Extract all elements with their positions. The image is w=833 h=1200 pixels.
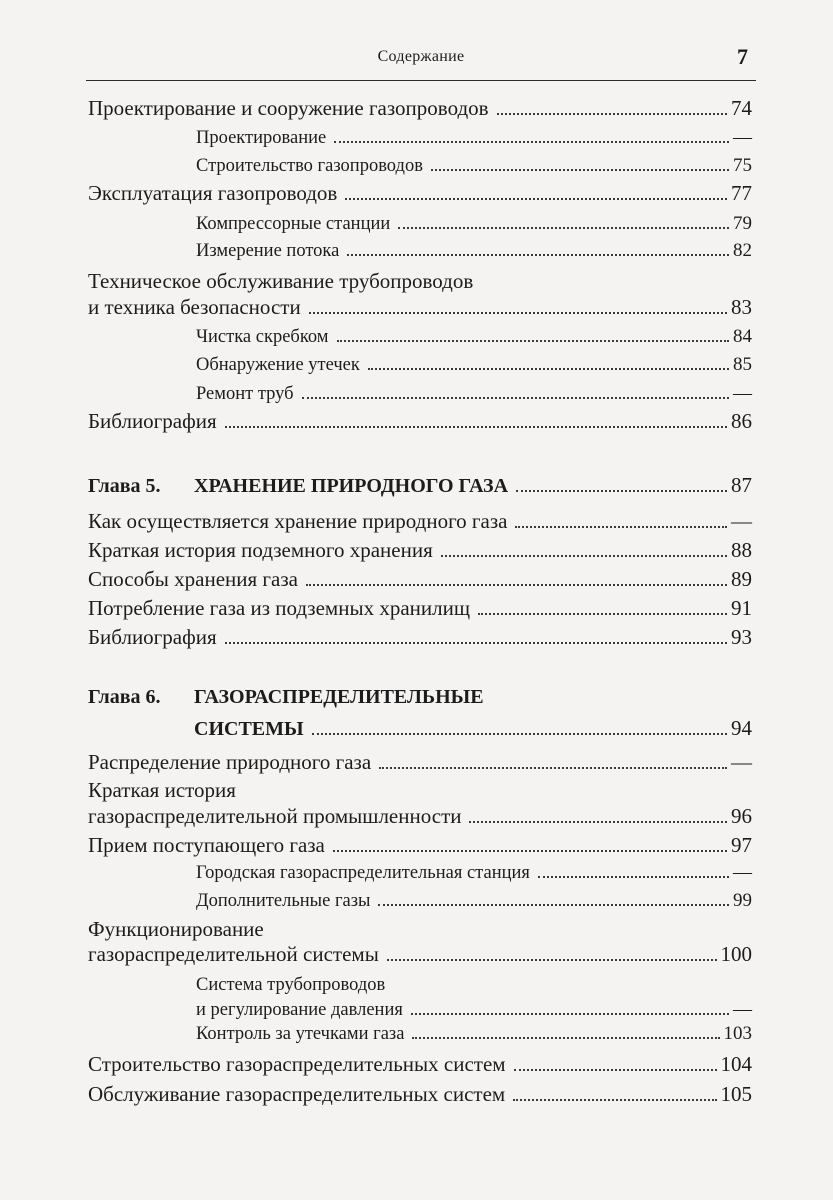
toc-subentry	[196, 127, 752, 149]
toc-entry-title-line1: Система трубопроводов	[196, 975, 386, 995]
toc-entry-title: Прием поступающего газа	[88, 833, 325, 857]
toc-chapter-6-line1	[88, 686, 484, 709]
dot-leader	[514, 1069, 717, 1071]
dot-leader	[347, 254, 729, 256]
toc-subentry	[196, 326, 752, 348]
toc-entry-title: Обслуживание газораспределительных систем	[88, 1082, 506, 1106]
chapter-title-line1: ГАЗОРАСПРЕДЕЛИТЕЛЬНЫЕ	[194, 686, 484, 708]
page-number: 7	[737, 44, 748, 69]
toc-entry	[88, 625, 752, 650]
chapter-label: Глава 5.	[88, 475, 161, 497]
toc-entry-title: Распределение природного газа	[88, 750, 372, 774]
dot-leader	[378, 904, 729, 906]
toc-entry	[88, 750, 752, 775]
toc-entry-page: 104	[720, 1052, 752, 1076]
toc-entry-page: —	[731, 750, 752, 774]
dot-leader	[334, 141, 729, 143]
toc-subentry	[196, 383, 752, 405]
toc-entry-page: 85	[733, 354, 752, 375]
toc-entry-page: 79	[733, 213, 752, 234]
toc-entry-page: —	[733, 383, 752, 404]
toc-entry-title: Дополнительные газы	[196, 891, 371, 911]
toc-subentry	[196, 240, 752, 262]
dot-leader	[379, 767, 727, 769]
toc-entry-page: 91	[731, 596, 752, 620]
dot-leader	[312, 733, 727, 735]
toc-entry	[88, 409, 752, 434]
toc-entry-title-line2: газораспределительной системы	[88, 942, 379, 966]
toc-entry-title: Проектирование	[196, 128, 327, 148]
dot-leader	[516, 490, 727, 492]
toc-entry-page: 103	[723, 1023, 752, 1044]
toc-entry-page: 88	[731, 538, 752, 562]
dot-leader	[478, 613, 727, 615]
toc-entry-page: —	[731, 509, 752, 533]
toc-entry-title-line2: газораспределительной промышленности	[88, 804, 462, 828]
toc-entry-title: Измерение потока	[196, 241, 340, 261]
toc-entry-page: 99	[733, 890, 752, 911]
toc-entry-title: Компрессорные станции	[196, 214, 391, 234]
dot-leader	[225, 642, 727, 644]
toc-entry-page: 87	[731, 473, 752, 497]
dot-leader	[441, 555, 727, 557]
toc-entry-page: 86	[731, 409, 752, 433]
toc-entry-title: Как осуществляется хранение природного газа	[88, 509, 508, 533]
dot-leader	[469, 821, 727, 823]
toc-entry-title-line1: Краткая история	[88, 778, 236, 802]
dot-leader	[225, 426, 727, 428]
dot-leader	[431, 169, 729, 171]
dot-leader	[497, 113, 727, 115]
toc-entry-title: Эксплуатация газопроводов	[88, 181, 338, 205]
dot-leader	[333, 850, 727, 852]
dot-leader	[515, 526, 727, 528]
toc-entry	[88, 96, 752, 121]
toc-entry	[88, 804, 752, 829]
chapter-title: ХРАНЕНИЕ ПРИРОДНОГО ГАЗА	[194, 475, 509, 497]
toc-entry-title-line2: и регулирование давления	[196, 1000, 403, 1020]
toc-entry	[88, 1082, 752, 1107]
toc-entry-title: Строительство газораспределительных систем	[88, 1052, 506, 1076]
toc-entry-page: 83	[731, 295, 752, 319]
toc-entry-page: 89	[731, 567, 752, 591]
toc-entry	[88, 942, 752, 967]
toc-entry-title: Потребление газа из подземных хранилищ	[88, 596, 470, 620]
chapter-title-line2: СИСТЕМЫ	[194, 718, 304, 740]
toc-entry-page: 97	[731, 833, 752, 857]
toc-subentry	[196, 862, 752, 884]
chapter-label: Глава 6.	[88, 686, 161, 708]
toc-subentry	[196, 354, 752, 376]
toc-entry	[88, 295, 752, 320]
toc-entry-title-line1: Функционирование	[88, 917, 264, 941]
toc-entry	[88, 833, 752, 858]
toc-subentry	[196, 155, 752, 177]
toc-entry-title: Проектирование и сооружение газопроводов	[88, 96, 489, 120]
dot-leader	[513, 1099, 716, 1101]
dot-leader	[538, 876, 729, 878]
toc-entry-page: 96	[731, 804, 752, 828]
toc-entry-title-line2: и техника безопасности	[88, 295, 301, 319]
toc-subentry	[196, 213, 752, 235]
toc-subentry	[196, 1023, 752, 1045]
toc-chapter-5	[88, 473, 752, 498]
dot-leader	[302, 397, 729, 399]
toc-subentry	[196, 999, 752, 1021]
dot-leader	[306, 584, 727, 586]
toc-entry-page: 94	[731, 716, 752, 740]
toc-entry-page: —	[733, 862, 752, 883]
dot-leader	[411, 1013, 729, 1015]
dot-leader	[368, 368, 729, 370]
toc-entry-title: Чистка скребком	[196, 327, 329, 347]
toc-entry-title: Ремонт труб	[196, 384, 294, 404]
toc-entry-page: —	[733, 999, 752, 1020]
running-title: Содержание	[377, 48, 465, 65]
dot-leader	[337, 340, 730, 342]
toc-entry	[88, 596, 752, 621]
toc-entry-page: 84	[733, 326, 752, 347]
toc-entry-page: 77	[731, 181, 752, 205]
toc-chapter-6	[194, 716, 752, 741]
toc-entry-page: —	[733, 127, 752, 148]
toc-entry-title: Контроль за утечками газа	[196, 1024, 405, 1044]
toc-entry-title: Обнаружение утечек	[196, 355, 360, 375]
toc-entry	[88, 538, 752, 563]
toc-entry	[88, 567, 752, 592]
toc-entry-title: Библиография	[88, 409, 217, 433]
toc-entry-page: 100	[720, 942, 752, 966]
toc-entry-title-line1: Техническое обслуживание трубопроводов	[88, 269, 474, 293]
toc-entry-page: 82	[733, 240, 752, 261]
toc-subentry	[196, 890, 752, 912]
toc-entry-page: 74	[731, 96, 752, 120]
toc-entry-title: Краткая история подземного хранения	[88, 538, 433, 562]
toc-entry	[88, 1052, 752, 1077]
dot-leader	[398, 227, 729, 229]
toc-entry-title: Библиография	[88, 625, 217, 649]
dot-leader	[309, 312, 727, 314]
toc-entry-title: Строительство газопроводов	[196, 156, 423, 176]
dot-leader	[345, 198, 727, 200]
toc-entry-page: 105	[720, 1082, 752, 1106]
toc-entry	[88, 509, 752, 534]
toc-entry-page: 75	[733, 155, 752, 176]
dot-leader	[387, 959, 717, 961]
dot-leader	[412, 1037, 719, 1039]
toc-entry-page: 93	[731, 625, 752, 649]
toc-entry-title: Способы хранения газа	[88, 567, 298, 591]
toc-entry	[88, 181, 752, 206]
toc-entry-title: Городская газораспределительная станция	[196, 863, 530, 883]
